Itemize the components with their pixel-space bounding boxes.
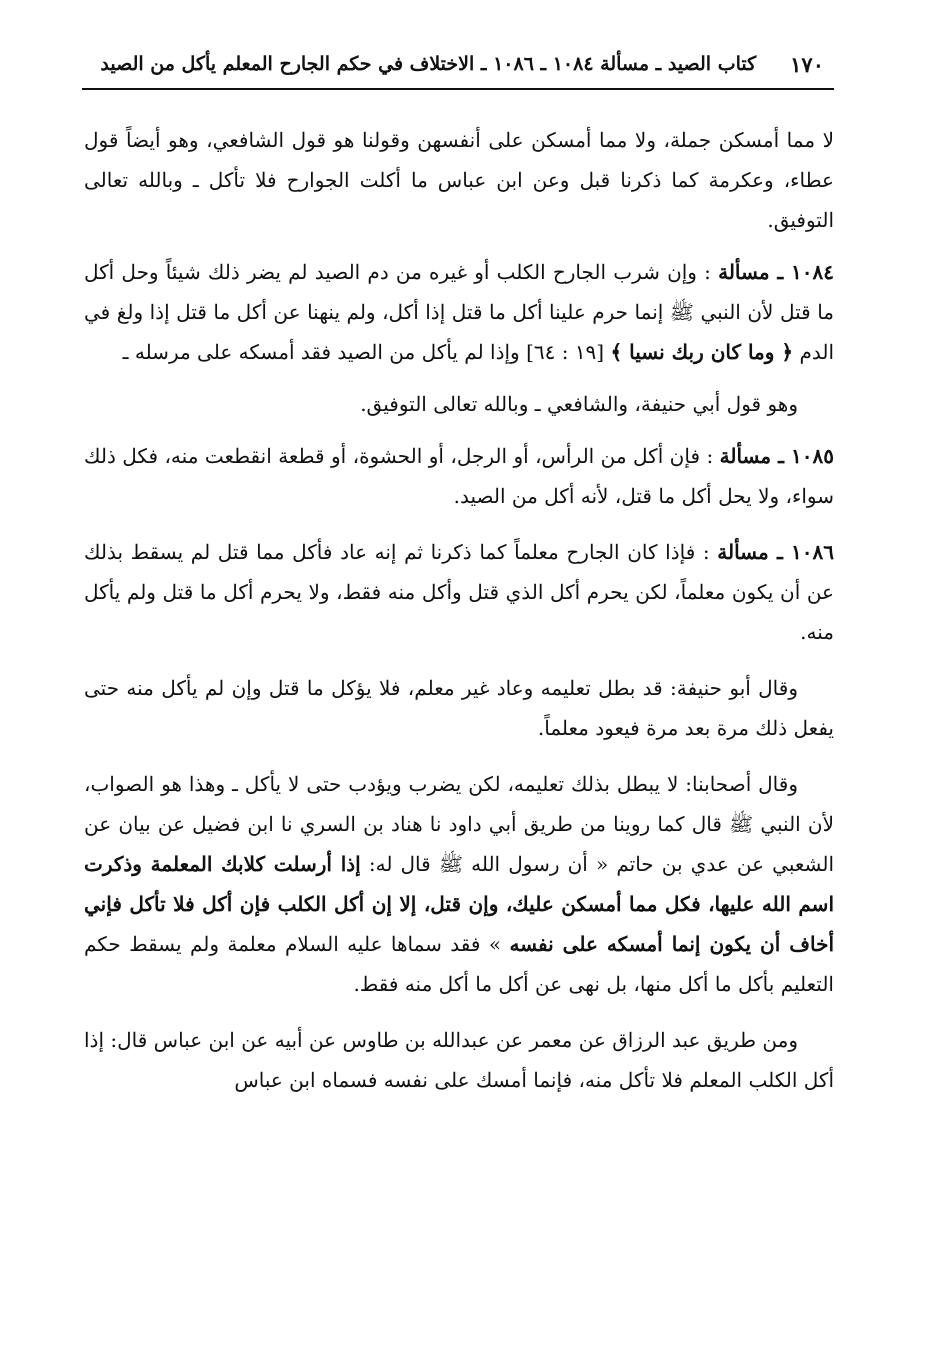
issue-1084: [84, 252, 834, 372]
body-text: [84, 120, 834, 1100]
paragraph-text: : وإن شرب الجارح الكلب أو غيره من دم الصيد لم يضر ذلك شيئاً وحل أكل ما قتل لأن النبي ﷺ إنما حرم علينا أكل ما قتل إذا أكل، ولم ينهنا عن أكل ما قتل إذا ولغ في الدم: [84, 260, 834, 364]
paragraph-text: : فإن أكل من الرأس، أو الرجل، أو الحشوة، أو قطعة انقطعت منه، فكل ذلك سواء، ولا يحل أكل ما قتل، لأنه أكل من الصيد.: [84, 444, 834, 508]
paragraph-text: وقال أبو حنيفة: قد بطل تعليمه وعاد غير معلم، فلا يؤكل ما قتل وإن لم يأكل منه حتى يفعل ذلك مرة بعد مرة فيعود معلماً.: [84, 676, 834, 740]
paragraph: [84, 120, 834, 240]
quran-quote: ﴿ وما كان ربك نسيا ﴾: [610, 340, 794, 364]
paragraph-text: وهو قول أبي حنيفة، والشافعي ـ وبالله تعالى التوفيق.: [360, 392, 798, 416]
paragraph-text: : فإذا كان الجارح معلماً كما ذكرنا ثم إنه عاد فأكل مما قتل لم يسقط بذلك عن أن يكون معلماً، لكن يحرم أكل الذي قتل وأكل منه فقط، ولا يحرم أكل ما قتل ولم يأكل منه.: [84, 540, 834, 644]
issue-label: ١٠٨٥ ـ مسألة: [719, 444, 835, 468]
page-number: ١٧٠: [790, 51, 824, 77]
paragraph-text: لا مما أمسكن جملة، ولا مما أمسكن على أنفسهن وقولنا هو قول الشافعي، وهو أيضاً قول عطاء، وعكرمة كما ذكرنا قبل وعن ابن عباس ما أكلت الجوارح فلا تأكل ـ وبالله تعالى التوفيق.: [84, 128, 834, 232]
paragraph: [84, 1020, 834, 1100]
page-header: [82, 40, 834, 90]
paragraph: [84, 384, 834, 424]
issue-1085: [84, 436, 834, 516]
issue-1086: [84, 532, 834, 652]
paragraph-text: » فقد سماها عليه السلام معلمة ولم يسقط حكم التعليم بأكل ما أكل منها، بل نهى عن أكل ما أكل منه فقط.: [84, 932, 834, 996]
issue-label: ١٠٨٦ ـ مسألة: [717, 540, 835, 564]
paragraph-text: وقال أصحابنا: لا يبطل بذلك تعليمه، لكن يضرب ويؤدب حتى لا يأكل ـ وهذا هو الصواب، لأن النبي ﷺ قال كما روينا من طريق أبي داود نا هناد بن السري نا ابن فضيل عن بيان عن الشعبي عن عدي بن حاتم « أن رسول الله ﷺ قال له:: [84, 772, 834, 876]
issue-label: ١٠٨٤ ـ مسألة: [718, 260, 835, 284]
paragraph-text: [١٩ : ٦٤] وإذا لم يأكل من الصيد فقد أمسكه على مرسله ـ: [122, 340, 605, 364]
paragraph-text: ومن طريق عبد الرزاق عن معمر عن عبدالله بن طاوس عن أبيه عن ابن عباس قال: إذا أكل الكلب المعلم فلا تأكل منه، فإنما أمسك على نفسه فسماه ابن عباس: [84, 1028, 834, 1092]
paragraph: [84, 764, 834, 1004]
running-title: كتاب الصيد ـ مسألة ١٠٨٤ ـ ١٠٨٦ ـ الاختلاف في حكم الجارح المعلم يأكل من الصيد: [100, 53, 757, 75]
paragraph: [84, 668, 834, 748]
hadith-quote: إذا أرسلت كلابك المعلمة وذكرت اسم الله عليها، فكل مما أمسكن عليك، وإن قتل، إلا إن أكل الكلب فإن أكل فلا تأكل فإني أخاف أن يكون إنما أمسكه على نفسه: [84, 852, 835, 956]
